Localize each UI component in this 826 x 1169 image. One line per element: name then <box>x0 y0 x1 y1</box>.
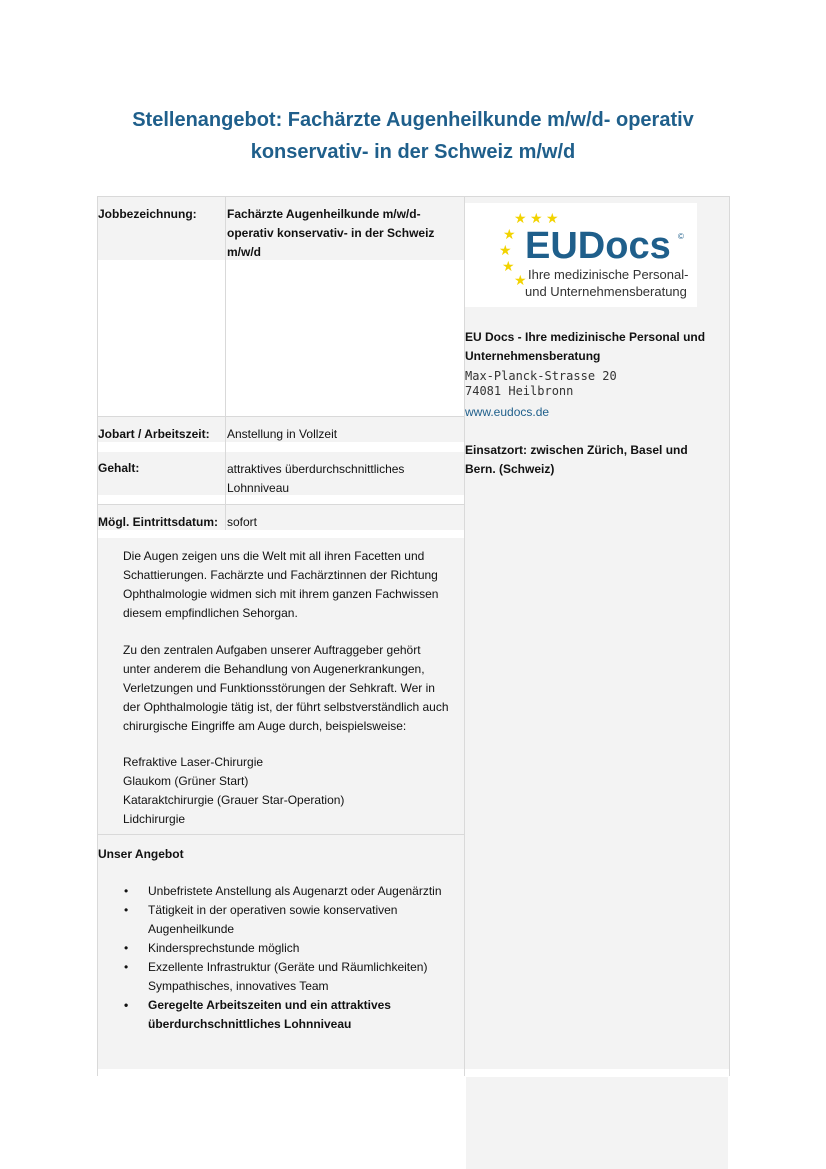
logo-wordmark <box>525 226 671 266</box>
text-line: unter anderem die Behandlung von Augenerkrankungen, <box>123 662 425 676</box>
gehalt-line: attraktives überdurchschnittliches <box>227 462 405 476</box>
list-item: Kataraktchirurgie (Grauer Star-Operation) <box>123 793 345 807</box>
text-line: Zu den zentralen Aufgaben unserer Auftraggeber gehört <box>123 643 421 657</box>
text-line: Verletzungen und Funktionsstörungen der Sehkraft. Wer in <box>123 681 435 695</box>
offer-item <box>124 996 464 1034</box>
logo-subtitle-1: Ihre medizinische Personal- <box>528 267 689 282</box>
text-line: Einsatzort: zwischen Zürich, Basel und <box>465 443 688 457</box>
gehalt-label: Gehalt: <box>98 461 140 475</box>
text-line: Kindersprechstunde möglich <box>148 941 300 955</box>
gehalt-value <box>227 460 404 498</box>
text-line: Schattierungen. Fachärzte und Fachärztinnen der Richtung <box>123 568 438 582</box>
eintritt-label: Mögl. Eintrittsdatum: <box>98 515 218 529</box>
jobbezeichnung-line: Fachärzte Augenheilkunde m/w/d- <box>227 207 421 221</box>
procedures-list <box>123 753 463 829</box>
table-right-border <box>729 196 730 1076</box>
logo-eu-text: EU <box>525 225 578 267</box>
text-line: Geregelte Arbeitszeiten und ein attraktives <box>148 998 391 1012</box>
offer-item <box>124 939 464 958</box>
jobart-label: Jobart / Arbeitszeit: <box>98 427 210 441</box>
star-icon: ★ <box>502 258 515 274</box>
logo-copyright: © <box>678 232 684 241</box>
eintritt-value: sofort <box>227 515 258 529</box>
page-title <box>0 104 826 168</box>
description-paragraph-2 <box>123 641 463 736</box>
text-line: chirurgische Eingriffe am Auge durch, beispielsweise: <box>123 719 407 733</box>
company-name <box>465 328 727 366</box>
text-line: Augenheilkunde <box>148 922 235 936</box>
text-line: Die Augen zeigen uns die Welt mit all ihren Facetten und <box>123 549 425 563</box>
bullet-icon: • <box>124 960 129 974</box>
logo-docs-text: Docs <box>577 225 671 267</box>
jobbezeichnung-value <box>227 205 463 262</box>
label-divider <box>225 196 226 530</box>
text-line: Bern. (Schweiz) <box>465 462 555 476</box>
company-website-link[interactable]: www.eudocs.de <box>465 405 550 419</box>
row-divider-2 <box>97 504 465 505</box>
offer-list <box>124 882 464 1034</box>
text-line: der Ophthalmologie tätig ist, der führt selbstverständlich auch <box>123 700 449 714</box>
bullet-icon: • <box>124 903 129 917</box>
title-line-1: Stellenangebot: Fachärzte Augenheilkunde m/w/d- operativ <box>132 109 694 131</box>
row-divider-1 <box>97 416 465 417</box>
jobbezeichnung-line: m/w/d <box>227 245 262 259</box>
bullet-icon: • <box>124 884 129 898</box>
jobart-value: Anstellung in Vollzeit <box>227 427 338 441</box>
offer-heading: Unser Angebot <box>98 847 184 861</box>
row-divider-3 <box>97 834 465 835</box>
table-top-border <box>97 196 729 197</box>
address-street: Max-Planck-Strasse 20 <box>465 369 617 383</box>
bullet-icon: • <box>124 941 129 955</box>
jobbezeichnung-line: operativ konservativ- in der Schweiz <box>227 226 435 240</box>
jobbezeichnung-label: Jobbezeichnung: <box>98 207 197 221</box>
company-address <box>465 369 617 399</box>
gehalt-line: Lohnniveau <box>227 481 290 495</box>
table-left-border <box>97 196 98 1076</box>
logo-subtitle-2: und Unternehmensberatung <box>525 284 687 299</box>
title-line-2: konservativ- in der Schweiz m/w/d <box>250 141 576 163</box>
offer-item <box>124 901 464 939</box>
text-line: diesem empfindlichen Sehorgan. <box>123 606 298 620</box>
text-line: Unbefristete Anstellung als Augenarzt oder Augenärztin <box>148 884 442 898</box>
address-city: 74081 Heilbronn <box>465 384 574 398</box>
star-icon: ★ <box>503 226 516 242</box>
offer-item <box>124 958 464 996</box>
right-column-bottom-bg <box>466 1077 728 1169</box>
text-line: EU Docs - Ihre medizinische Personal und <box>465 330 706 344</box>
text-line: Tätigkeit in der operativen sowie konservativen <box>148 903 398 917</box>
einsatzort <box>465 441 727 479</box>
star-icon: ★ <box>514 210 527 226</box>
star-icon: ★ <box>546 210 559 226</box>
text-line: überdurchschnittliches Lohnniveau <box>148 1017 352 1031</box>
text-line: Sympathisches, innovatives Team <box>148 979 329 993</box>
star-icon: ★ <box>499 242 512 258</box>
list-item: Glaukom (Grüner Start) <box>123 774 249 788</box>
text-line: Exzellente Infrastruktur (Geräte und Räumlichkeiten) <box>148 960 428 974</box>
star-icon: ★ <box>514 272 527 288</box>
text-line: Unternehmensberatung <box>465 349 601 363</box>
list-item: Lidchirurgie <box>123 812 186 826</box>
list-item: Refraktive Laser-Chirurgie <box>123 755 264 769</box>
bullet-icon: • <box>124 998 129 1012</box>
text-line: Ophthalmologie widmen sich mit ihrem ganzen Fachwissen <box>123 587 439 601</box>
offer-item <box>124 882 464 901</box>
star-icon: ★ <box>530 210 543 226</box>
description-paragraph-1 <box>123 547 463 623</box>
